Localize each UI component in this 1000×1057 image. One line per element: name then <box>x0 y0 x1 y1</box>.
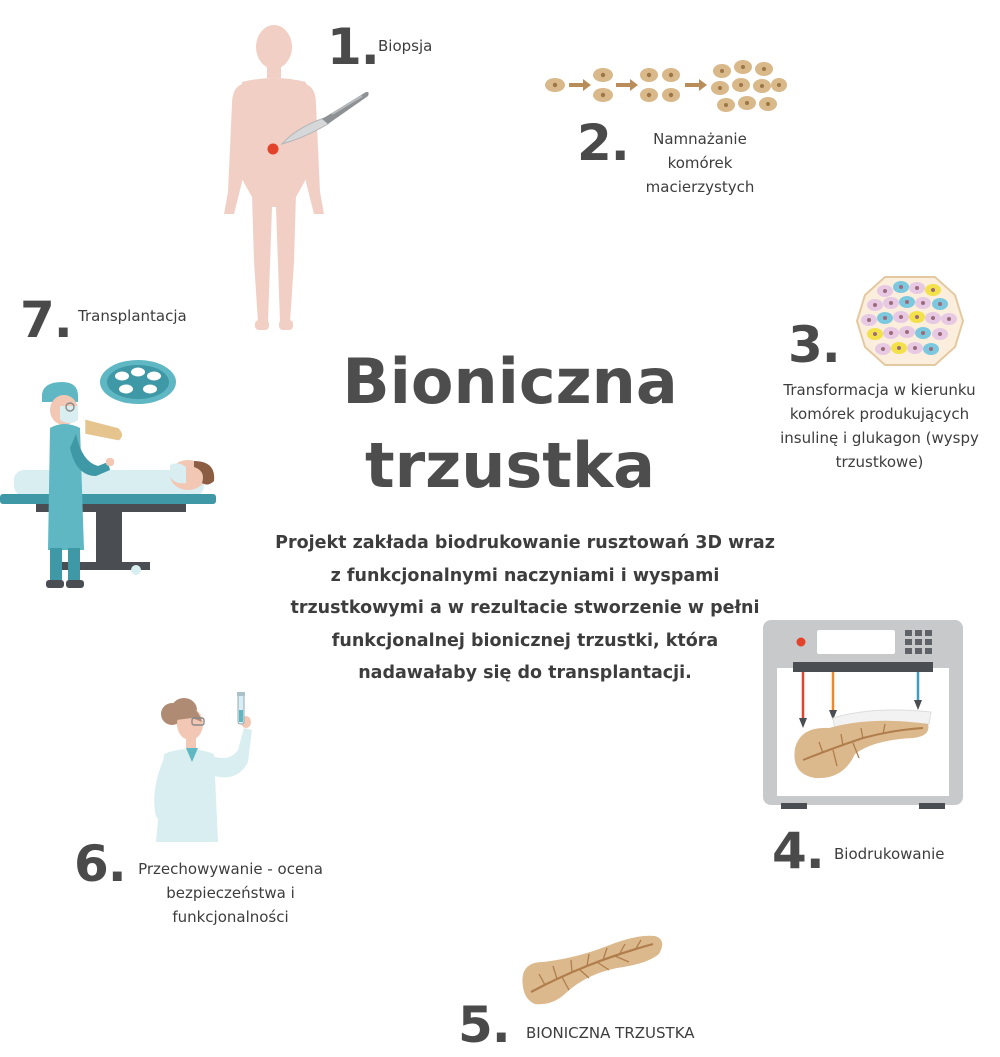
step-6-label: Przechowywanie - ocena bezpieczeństwa i funkcjonalności <box>138 860 323 926</box>
step-4-label: Biodrukowanie <box>834 845 945 863</box>
step-7-number: 7. <box>20 291 72 349</box>
step-2-number: 2. <box>577 114 629 172</box>
patient-icon <box>158 453 218 495</box>
step-1-label: Biopsja <box>378 37 433 55</box>
step-4-number: 4. <box>772 822 824 880</box>
cell-chain-icon <box>538 55 788 120</box>
step-7-label: Transplantacja <box>78 307 187 325</box>
step-1-number: 1. <box>327 18 379 76</box>
step-3-number: 3. <box>788 316 840 374</box>
bioprinter-icon <box>763 620 963 810</box>
human-body-icon <box>222 22 342 337</box>
step-3-label: Transformacja w kierunku komórek produkujących insulinę i glukagon (wyspy trzustkowe) <box>780 381 979 471</box>
scientist-icon <box>142 692 262 847</box>
step-5-number: 5. <box>458 996 510 1054</box>
main-title: Bioniczna trzustka <box>342 345 678 502</box>
project-description: Projekt zakłada biodrukowanie rusztowań 3D wraz z funkcjonalnymi naczyniami i wyspami trzustkowymi a w rezultacie stworzenie w pełni funkcjonalnej bionicznej trzustki, która nadawałaby się do transplantacji. <box>275 533 775 683</box>
scalpel-icon <box>282 88 372 148</box>
step-2-label: Namnażanie komórek macierzystych <box>645 130 755 196</box>
step-5-label: BIONICZNA TRZUSTKA <box>526 1024 695 1042</box>
surgeon-icon <box>36 380 146 595</box>
pancreas-icon <box>517 932 667 1007</box>
islet-cluster-icon <box>855 273 965 368</box>
step-6-number: 6. <box>74 835 126 893</box>
